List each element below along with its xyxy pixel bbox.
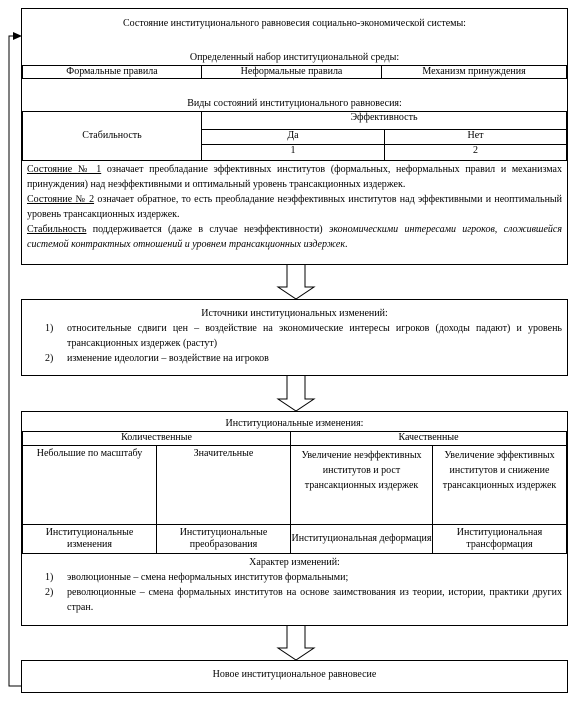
criteria-significant: Значительные — [157, 446, 291, 525]
criteria-efficient-growth: Увеличение эффективных институтов и снижение трансакционных издержек — [433, 446, 567, 525]
type-institutional-changes: Институциональные изменения — [23, 525, 157, 554]
equilibrium-state-box — [21, 8, 568, 265]
character-list — [27, 570, 562, 615]
stability-italic: экономическими интересами игроков, сложившейся системой контрактных отношений и уровнем трансакционных издержек — [27, 224, 562, 250]
state-two-paragraph — [27, 192, 562, 222]
stability-cell: Стабильность — [23, 112, 202, 161]
institutional-changes-box — [21, 411, 568, 626]
type-institutional-transformation: Институциональная трансформация — [433, 525, 567, 554]
qualitative-header: Качественные — [291, 432, 567, 446]
stability-term: Стабильность — [27, 224, 87, 235]
equilibrium-title: Состояние институционального равновесия социально-экономической системы: — [123, 18, 466, 29]
states-header: Виды состояний институционального равновесия: — [187, 98, 402, 109]
quantitative-header: Количественные — [23, 432, 291, 446]
environment-header: Определенный набор институциональной среды: — [189, 52, 400, 63]
yes-cell: Да — [202, 129, 385, 145]
character-item: 1) эволюционные – смена неформальных институтов формальными; — [45, 572, 349, 583]
sources-title: Источники институциональных изменений: — [201, 308, 388, 319]
character-title: Характер изменений: — [249, 557, 340, 568]
stability-end: . — [345, 239, 348, 250]
sources-item: 2) изменение идеологии – воздействие на игроков — [45, 353, 269, 364]
changes-title: Институциональные изменения: — [225, 418, 364, 429]
type-institutional-deformation: Институциональная деформация — [291, 525, 433, 554]
new-equilibrium-box — [21, 660, 568, 693]
informal-rules-cell: Неформальные правила — [202, 66, 382, 79]
no-cell: Нет — [385, 129, 567, 145]
state-two-number: 2 — [385, 145, 567, 161]
formal-rules-cell: Формальные правила — [23, 66, 202, 79]
changes-table — [22, 431, 567, 554]
state-one-text: означает преобладание эффективных институтов (формальных, неформальных правил и механизмах принуждения) над неэффективными и оптимальный уровень трансакционных издержек. — [27, 164, 562, 190]
stability-text: поддерживается (даже в случае неэффективности) — [86, 224, 329, 235]
state-two-text: означает обратное, то есть преобладание неэффективных институтов над эффективными и неоптимальный уровень трансакционных издержек. — [27, 194, 563, 220]
state-one-number: 1 — [202, 145, 385, 161]
arrow-box1-to-box2 — [278, 264, 314, 299]
arrow-box3-to-box4 — [278, 625, 314, 660]
character-item: 2) революционные – смена формальных институтов на основе заимствования из теории, истории, практики других стран. — [45, 587, 562, 613]
efficiency-cell: Эффективность — [202, 112, 567, 130]
sources-item: 1) относительные сдвиги цен – воздействие на экономические интересы игроков (доходы падают) и уровень трансакционных издержек (растут) — [45, 323, 562, 349]
environment-table — [22, 65, 567, 79]
stability-paragraph — [27, 222, 562, 252]
sources-list — [27, 321, 562, 366]
states-description — [27, 162, 562, 252]
criteria-small-scale: Небольшие по масштабу — [23, 446, 157, 525]
state-one-paragraph — [27, 162, 562, 192]
arrow-box2-to-box3 — [278, 375, 314, 411]
type-institutional-transformations-pre: Институциональные преобразования — [157, 525, 291, 554]
state-one-term: Состояние № 1 — [27, 164, 102, 175]
criteria-inefficient-growth: Увеличение неэффективных институтов и рост трансакционных издержек — [291, 446, 433, 525]
sources-of-change-box — [21, 299, 568, 376]
state-two-term: Состояние № 2 — [27, 194, 95, 205]
new-equilibrium-title: Новое институциональное равновесие — [212, 669, 377, 680]
enforcement-mechanism-cell: Механизм принуждения — [382, 66, 567, 79]
states-table — [22, 111, 567, 161]
